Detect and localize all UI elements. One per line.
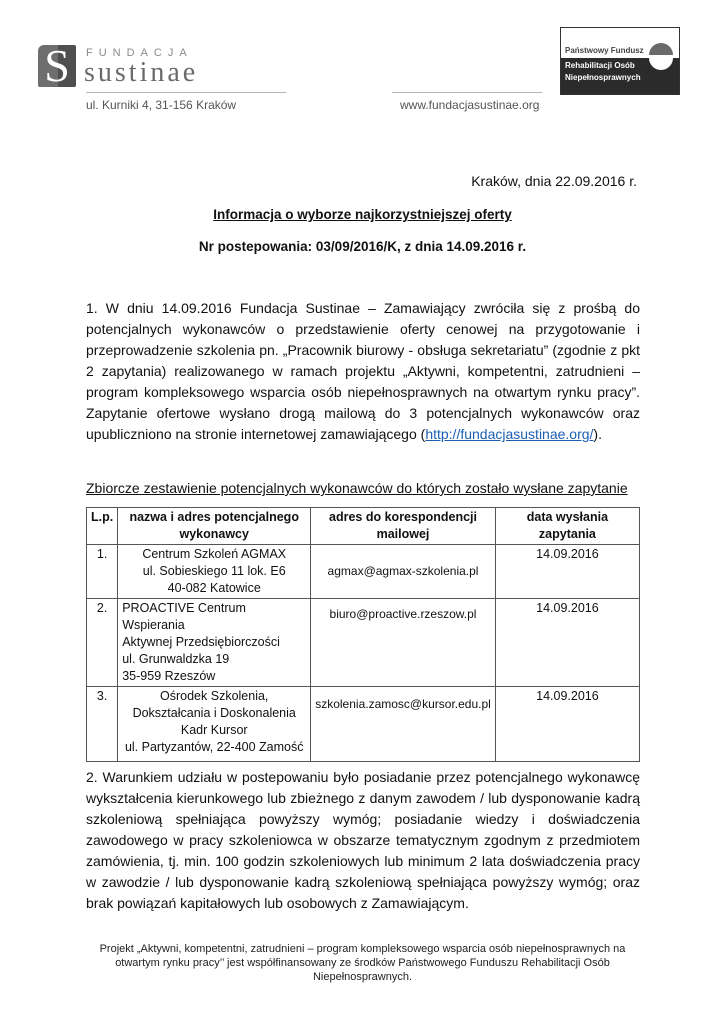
footer-note: Projekt „Aktywni, kompetentni, zatrudnieni – program kompleksowego wsparcia osób niepełnosprawnych na otwartym rynku pracy’’ jest współfinansowany ze środków Państwowego Funduszu Rehabilitacji Osób Niepełnosprawnych. <box>99 943 626 983</box>
name-line: Dokształcania i Doskonalenia <box>132 706 296 720</box>
row-lp: 2. <box>87 599 118 687</box>
row-lp: 1. <box>87 545 118 599</box>
row-name <box>118 599 311 687</box>
sustinae-logo-mark <box>38 45 76 87</box>
name-line: ul. Sobieskiego 11 lok. E6 <box>142 564 286 578</box>
pfron-line3: Niepełnosprawnych <box>565 73 641 82</box>
pfron-line1: Państwowy Fundusz <box>565 46 644 55</box>
row-date: 14.09.2016 <box>495 687 639 762</box>
header-address: ul. Kurniki 4, 31-156 Kraków <box>86 98 237 112</box>
header-divider-right <box>392 92 542 93</box>
row-email <box>311 599 496 687</box>
name-line: PROACTIVE Centrum Wspierania <box>122 601 246 632</box>
name-line: 35-959 Rzeszów <box>122 669 216 683</box>
header-date: data wysłania zapytania <box>495 508 639 545</box>
name-line: 40-082 Katowice <box>167 581 261 595</box>
logo-name: sustinae <box>84 57 199 88</box>
contractors-table <box>86 507 640 762</box>
logo-letter: S <box>44 45 70 87</box>
paragraph-1-end: ). <box>593 426 602 442</box>
name-line: Ośrodek Szkolenia, <box>160 689 269 703</box>
name-line: ul. Partyzantów, 22-400 Zamość <box>124 740 304 754</box>
header-email: adres do korespondencji mailowej <box>311 508 496 545</box>
logo-prefix: FUNDACJA <box>86 47 193 59</box>
document-subtitle: Nr postepowania: 03/09/2016/K, z dnia 14.09.2016 r. <box>198 239 527 254</box>
table-caption: Zbiorcze zestawienie potencjalnych wykonawców do których zostało wysłane zapytanie <box>86 480 628 496</box>
document-date: Kraków, dnia 22.09.2016 r. <box>471 173 637 189</box>
row-name <box>118 545 311 599</box>
header-website[interactable]: www.fundacjasustinae.org <box>400 98 540 112</box>
header-name: nazwa i adres potencjalnego wykonawcy <box>118 508 311 545</box>
table-row <box>87 599 640 687</box>
name-line: Centrum Szkoleń AGMAX <box>142 547 287 561</box>
row-name <box>118 687 311 762</box>
paragraph-1-text: 1. W dniu 14.09.2016 Fundacja Sustinae – Zamawiający zwróciła się z prośbą do potencjalnych wykonawców o przedstawienie oferty cenowej na przygotowanie i przeprowadzenie szkolenia pn. „Pracownik biurowy - obsługa sekretariatu” (zgodnie z pkt 2 zapytania) realizowanego w ramach projektu „Aktywni, kompetentni, zatrudnieni – program kompleksowego wsparcia osób niepełnosprawnych na otwartym rynku pracy”. Zapytanie ofertowe wysłano drogą mailową do 3 potencjalnych wykonawców oraz upubliczniono na stronie internetowej zamawiającego ( <box>86 300 640 442</box>
row-lp: 3. <box>87 687 118 762</box>
paragraph-2: 2. Warunkiem udziału w postepowaniu było posiadanie przez potencjalnego wykonawcę wykształcenia kierunkowego lub zbieżnego z danym zawodem / lub dysponowanie kadrą szkoleniową spełniająca powyższy wymóg; posiadanie wiedzy i doświadczenia zawodowego w pracy szkoleniowca w obszarze tematycznym zgodnym z przedmiotem zamówienia, tj. min. 100 godzin szkoleniowych lub minimum 2 lata doświadczenia pracy w zawodzie / lub dysponowanie kadrą szkoleniową spełniająca powyższy wymóg; oraz brak powiązań kapitałowych lub osobowych z Zamawiającym. <box>86 769 640 911</box>
table-row <box>87 687 640 762</box>
row-email <box>311 687 496 762</box>
row-email <box>311 545 496 599</box>
table-header-row <box>87 508 640 545</box>
pfron-logo <box>560 27 680 95</box>
header-lp: L.p. <box>87 508 118 545</box>
pfron-line2: Rehabilitacji Osób <box>565 61 635 70</box>
row-date: 14.09.2016 <box>495 599 639 687</box>
header-divider-left <box>86 92 286 93</box>
email-text[interactable]: biuro@proactive.rzeszow.pl <box>329 607 477 621</box>
name-line: Kadr Kursor <box>180 723 248 737</box>
paragraph-1 <box>86 298 640 445</box>
name-line: ul. Grunwaldzka 19 <box>122 652 230 666</box>
table-row <box>87 545 640 599</box>
website-link[interactable]: http://fundacjasustinae.org/ <box>425 426 594 442</box>
pfron-circle-icon-top <box>649 43 673 55</box>
email-text[interactable]: szkolenia.zamosc@kursor.edu.pl <box>315 697 491 711</box>
name-line: Aktywnej Przedsiębiorczości <box>122 635 280 649</box>
email-text[interactable]: agmax@agmax-szkolenia.pl <box>327 564 479 578</box>
row-date: 14.09.2016 <box>495 545 639 599</box>
document-title: Informacja o wyborze najkorzystniejszej oferty <box>213 207 512 222</box>
